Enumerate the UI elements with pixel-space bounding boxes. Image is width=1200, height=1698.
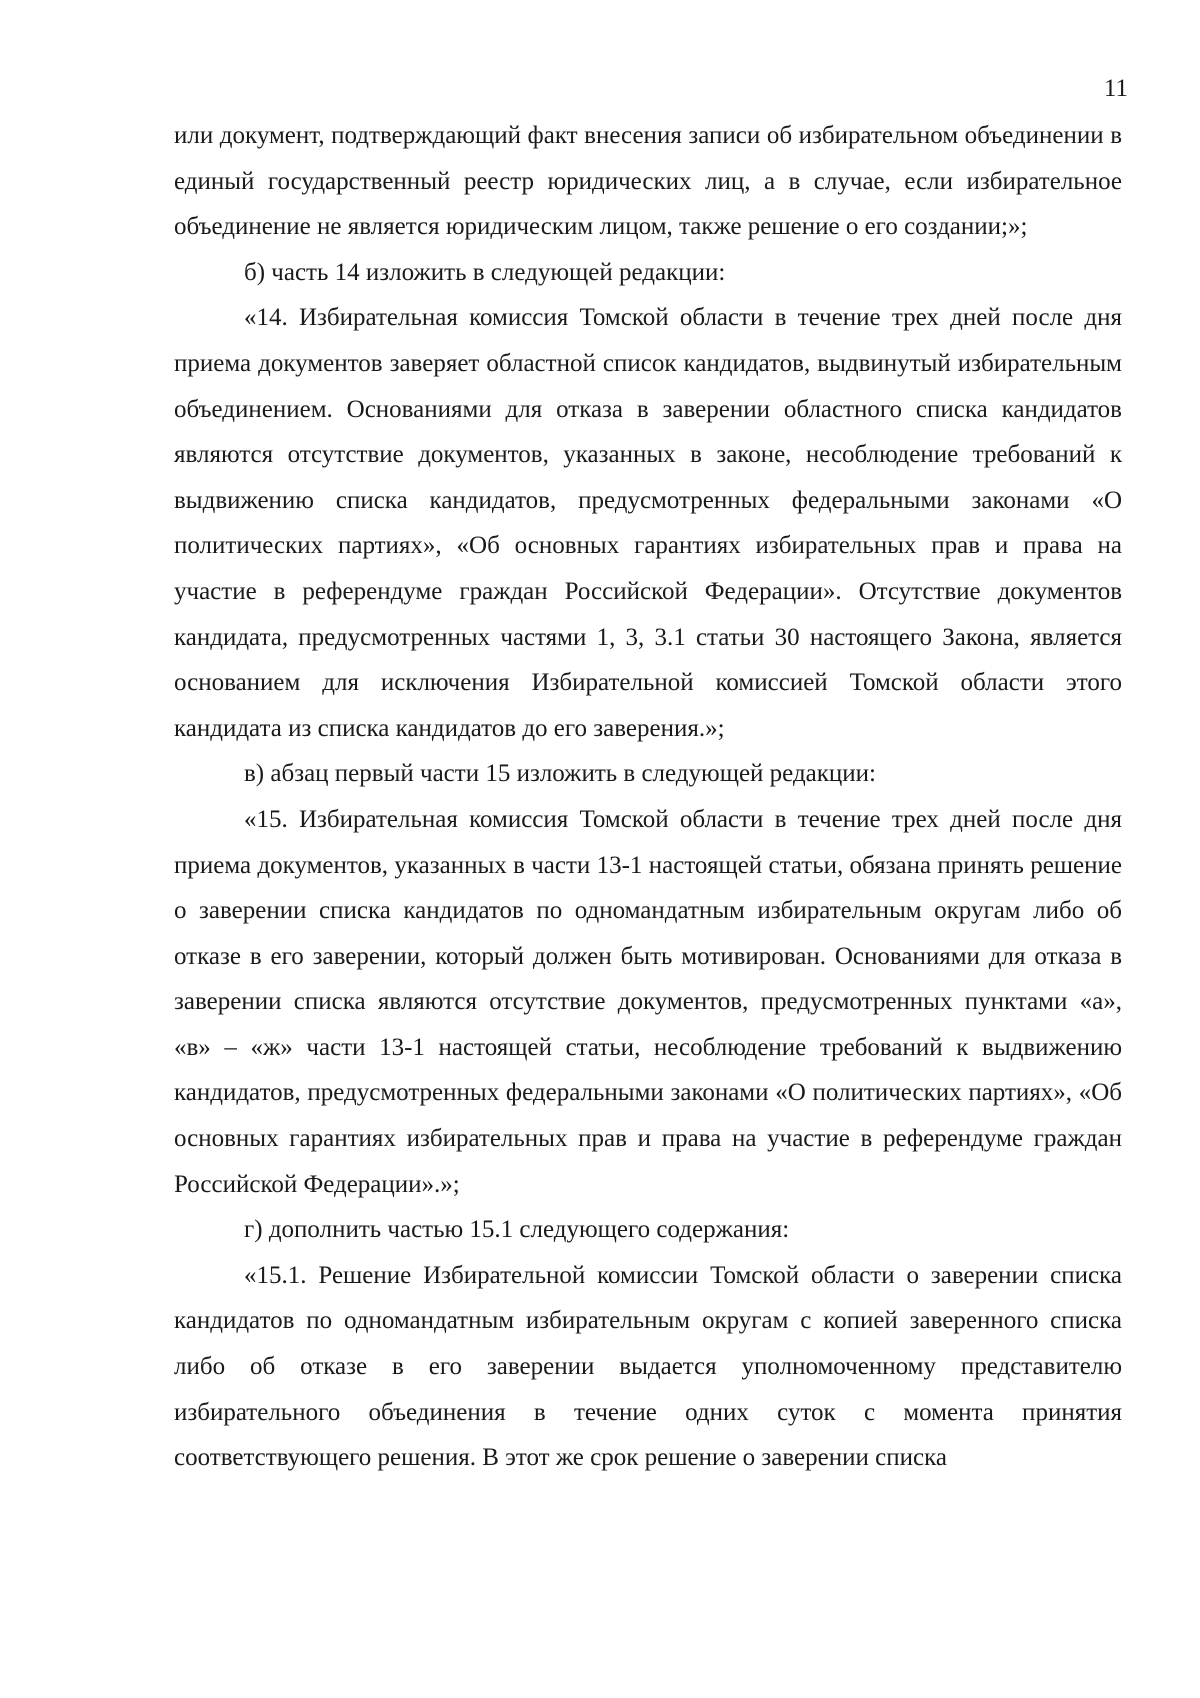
page-number: 11 xyxy=(1103,75,1128,102)
paragraph-item-b: б) часть 14 изложить в следующей редакции: xyxy=(244,258,726,286)
paragraph-continuation: или документ, подтверждающий факт внесения записи об избирательном объединении в единый государственный реестр юридических лиц, а в случае, если избирательное объединение не является юридическим лицом, также решение о его создании;»; xyxy=(174,122,1122,241)
paragraph-item-v: в) абзац первый части 15 изложить в следующей редакции: xyxy=(244,760,876,788)
document-body xyxy=(174,113,1122,1481)
paragraph-part-15: «15. Избирательная комиссия Томской области в течение трех дней после дня приема документов, указанных в части 13-1 настоящей статьи, обязана принять решение о заверении списка кандидатов по одномандатным избирательным округам либо об отказе в его заверении, который должен быть мотивирован. Основаниями для отказа в заверении списка являются отсутствие документов, предусмотренных пунктами «а», «в» – «ж» части 13-1 настоящей статьи, несоблюдение требований к выдвижению кандидатов, предусмотренных федеральными законами «О политических партиях», «Об основных гарантиях избирательных прав и права на участие в референдуме граждан Российской Федерации».»; xyxy=(174,805,1122,1198)
paragraph-item-g: г) дополнить частью 15.1 следующего содержания: xyxy=(244,1216,790,1244)
paragraph-part-15-1: «15.1. Решение Избирательной комиссии Томской области о заверении списка кандидатов по одномандатным избирательным округам с копией заверенного списка либо об отказе в его заверении выдается уполномоченному представителю избирательного объединения в течение одних суток с момента принятия соответствующего решения. В этот же срок решение о заверении списка xyxy=(174,1261,1122,1472)
paragraph-part-14: «14. Избирательная комиссия Томской области в течение трех дней после дня приема документов заверяет областной список кандидатов, выдвинутый избирательным объединением. Основаниями для отказа в заверении областного списка кандидатов являются отсутствие документов, указанных в законе, несоблюдение требований к выдвижению списка кандидатов, предусмотренных федеральными законами «О политических партиях», «Об основных гарантиях избирательных прав и права на участие в референдуме граждан Российской Федерации». Отсутствие документов кандидата, предусмотренных частями 1, 3, 3.1 статьи 30 настоящего Закона, является основанием для исключения Избирательной комиссией Томской области этого кандидата из списка кандидатов до его заверения.»; xyxy=(174,304,1122,742)
